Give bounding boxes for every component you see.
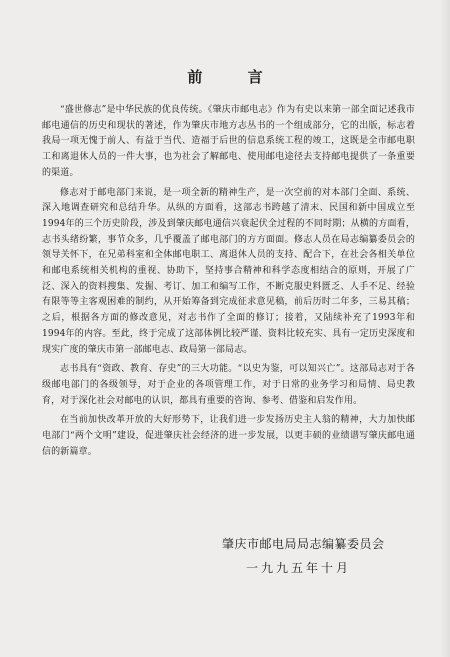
preface-body	[42, 103, 415, 464]
signature-date: 一九九五年十月	[246, 561, 352, 575]
signature-organization: 肇庆市邮电局局志编纂委员会	[222, 537, 385, 551]
paragraph-1: “盛世修志”是中华民族的优良传统。《肇庆市邮电志》作为有史以来第一部全面记述我市邮电通信的历史和现状的著述，作为肇庆市地方志丛书的一个组成部分，它的出版，标志着我局一项无愧于前人、有益于当代、造福于后世的信息系统工程的竣工，这既是全市邮电职工和离退休人员的一件大事，也为社会了解邮电、使用邮电途径去支持邮电提供了一条重要的渠道。	[42, 105, 415, 178]
paragraph-2: 修志对于邮电部门来说，是一项全新的精神生产，是一次空前的对本部门全面、系统、深入地调查研究和总结升华。从纵的方面看，这部志书跨越了清末、民国和新中国成立至1994年的三个历史阶段，涉及到肇庆邮电通信兴衰起伏全过程的不同时期；从横的方面看，志书头绪纷繁，事节众多，几乎覆盖了邮电部门的方方面面。修志人员在局志编纂委员会的领导关怀下，在兄弟科室和全体邮电职工、离退休人员的支持、配合下，在社会各相关单位和邮电系统相关机构的重视、协助下，坚持事合精神和科学态度相结合的原则，开展了广泛、深入的资料搜集、发掘、考订、加工和编写工作，不断克服史料匮乏、人手不足、经验有限等等主客观困难的制约，从开始筹备到完成征求意见稿，前后历时二年多，三易其稿；之后，根据各方面的修改意见，对志书作了全面的修订；接着，又陆续补充了1993年和1994年的内容。至此，终于完成了这部体例比较严谨、资料比较充实、具有一定历史深度和现实广度的肇庆市第一部邮电志、政局第一部局志。	[42, 187, 415, 355]
page-title: 前 言	[187, 68, 283, 86]
paragraph-3: 志书具有“资政、教育、存史”的三大功能。“以史为鉴，可以知兴亡”。这部局志对于各级邮电部门的各级领导，对于企业的各项管理工作，对于日常的业务学习和局情、局史教育，对于深化社会对邮电的认识，都具有重要的咨询、参考、借鉴和启发作用。	[42, 364, 415, 406]
page-edge-shadow	[440, 0, 450, 657]
paragraph-4: 在当前加快改革开放的大好形势下，让我们进一步发扬历史主人翁的精神，大力加快邮电部门“两个文明”建设，促进肇庆社会经济的进一步发展，以更丰硕的业绩谱写肇庆邮电通信的新篇章。	[42, 415, 415, 457]
